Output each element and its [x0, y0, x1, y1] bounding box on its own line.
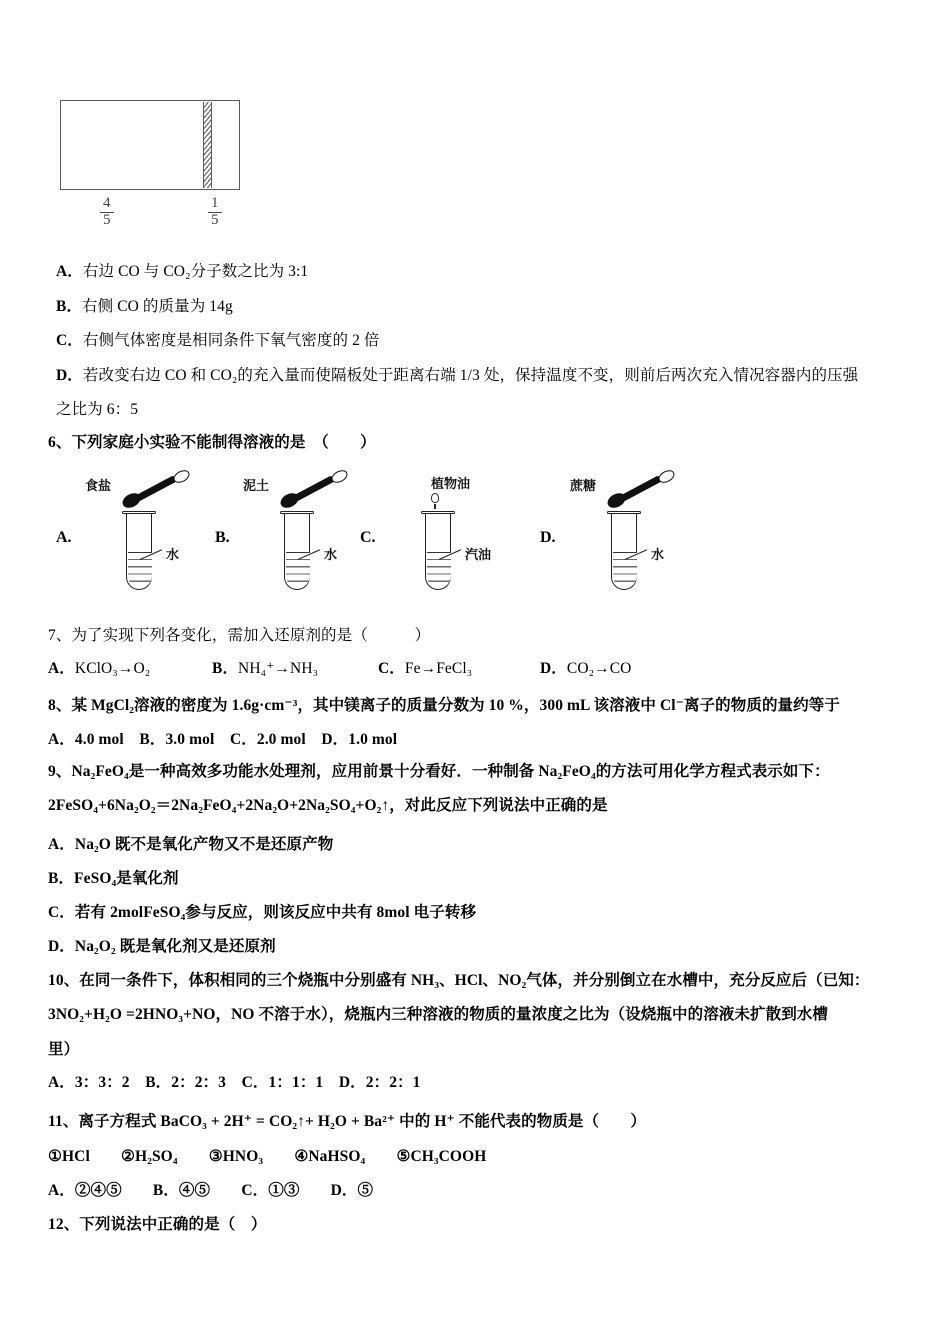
- q7-option-b-label: B．: [212, 660, 239, 677]
- q7-option-a-text: KClO₃→O₂: [74, 660, 151, 677]
- q9-option-d-label: D．: [48, 938, 75, 955]
- q7-option-c-text: Fe→FeCl₃: [404, 660, 473, 677]
- q9-stem-line1: 9、Na₂FeO₄是一种高效多功能水处理剂，应用前景十分看好．一种制备 Na₂FeO₄的方法可用化学方程式表示如下：: [48, 763, 830, 780]
- q10-stem-line2: 3NO₂+H₂O =2HNO₃+NO，NO 不溶于水），烧瓶内三种溶液的物质的量浓度之比为（设烧瓶中的溶液未扩散到水槽: [48, 1006, 829, 1023]
- q10-stem-line3: 里）: [48, 1041, 80, 1058]
- q9-option-b: [48, 869, 179, 889]
- q7-option-d-text: CO₂→CO: [566, 660, 632, 677]
- q6-c-liquid-label: 汽油: [465, 547, 492, 562]
- fraction-right-numerator: 1: [211, 195, 219, 211]
- q7-option-c-label: C．: [378, 660, 405, 677]
- q9-option-c: [48, 903, 476, 923]
- q5-option-c-label: C．: [56, 332, 83, 349]
- q6-c-substance-label: 植物油: [431, 476, 471, 491]
- q7-option-d: [540, 659, 631, 679]
- q9-option-c-label: C．: [48, 904, 75, 921]
- q6-b-substance-label: 泥土: [243, 478, 270, 493]
- q5-option-a: [56, 262, 308, 282]
- q7-stem: 7、为了实现下列各变化，需加入还原剂的是（ ）: [48, 627, 431, 644]
- q5-option-b: [56, 297, 233, 317]
- q11-items: ①HCl ②H₂SO₄ ③HNO₃ ④NaHSO₄ ⑤CH₃COOH: [48, 1148, 487, 1165]
- q6-d-substance-label: 蔗糖: [570, 478, 597, 493]
- q5-option-a-text: 右边 CO 与 CO₂分子数之比为 3:1: [82, 263, 309, 280]
- q9-stem-line2: 2FeSO₄+6Na₂O₂＝2Na₂FeO₄+2Na₂O+2Na₂SO₄+O₂↑，对此反应下列说法中正确的是: [48, 797, 608, 814]
- q9-option-b-text: FeSO₄是氧化剂: [74, 870, 179, 887]
- q6-choice-d-letter: D.: [540, 529, 556, 546]
- q5-option-d: [56, 366, 858, 386]
- q9-option-d: [48, 937, 276, 957]
- q7-option-b-text: NH₄⁺→NH₃: [238, 660, 319, 677]
- q9-option-a-label: A．: [48, 836, 75, 853]
- q7-option-a: [48, 659, 150, 679]
- fraction-right: [208, 196, 222, 229]
- q6-stem: 6、下列家庭小实验不能制得溶液的是 （ ）: [48, 434, 376, 451]
- q5-option-b-label: B．: [56, 298, 83, 315]
- q9-option-a: [48, 835, 333, 855]
- q6-apparatus-c: [385, 470, 535, 590]
- q9-option-b-label: B．: [48, 870, 75, 887]
- q6-d-liquid-label: 水: [651, 547, 665, 562]
- test-tube: [284, 514, 310, 590]
- partition-hatched: [203, 102, 212, 188]
- q7-option-c: [378, 659, 472, 679]
- q6-choice-b-letter: B.: [215, 529, 230, 546]
- fraction-left-numerator: 4: [103, 195, 111, 211]
- q5-option-c-text: 右侧气体密度是相同条件下氧气密度的 2 倍: [82, 332, 380, 349]
- q5-option-c: [56, 331, 380, 351]
- fraction-right-denominator: 5: [208, 212, 222, 229]
- q12-stem: 12、下列说法中正确的是（ ）: [48, 1216, 267, 1233]
- test-tube: [611, 514, 637, 590]
- q5-option-b-text: 右侧 CO 的质量为 14g: [82, 298, 233, 315]
- q5-option-d-text: 若改变右边 CO 和 CO₂的充入量而使隔板处于距离右端 1/3 处，保持温度不变，则前后两次充入情况容器内的压强: [82, 367, 859, 384]
- q5-option-d-continuation: 之比为 6：5: [56, 401, 139, 418]
- dropper-tip-icon: [434, 504, 436, 509]
- q9-option-a-text: Na₂O 既不是氧化产物又不是还原产物: [74, 836, 334, 853]
- q7-option-b: [212, 659, 318, 679]
- q8-stem: 8、某 MgCl₂溶液的密度为 1.6g·cm⁻³，其中镁离子的质量分数为 10 %，300 mL 该溶液中 Cl⁻离子的物质的量约等于: [48, 697, 840, 714]
- fraction-left: [100, 196, 114, 229]
- q10-stem-line1: 10、在同一条件下，体积相同的三个烧瓶中分别盛有 NH₃、HCl、NO₂气体，并分别倒立在水槽中，充分反应后（已知：: [48, 972, 870, 989]
- test-tube: [126, 514, 152, 590]
- test-tube: [425, 514, 451, 590]
- q9-option-d-text: Na₂O₂ 既是氧化剂又是还原剂: [74, 938, 276, 955]
- q6-b-liquid-label: 水: [324, 547, 338, 562]
- gas-container-figure: [60, 100, 240, 190]
- q6-choice-c-letter: C.: [360, 529, 376, 546]
- fraction-left-denominator: 5: [100, 212, 114, 229]
- q6-a-liquid-label: 水: [166, 547, 180, 562]
- q5-option-a-label: A．: [56, 263, 83, 280]
- q7-option-a-label: A．: [48, 660, 75, 677]
- q10-options: A．3：3：2 B．2：2：3 C．1：1：1 D．2：2：1: [48, 1074, 421, 1091]
- q11-options: A．②④⑤ B．④⑤ C．①③ D．⑤: [48, 1182, 374, 1199]
- q5-option-d-label: D．: [56, 367, 83, 384]
- q11-stem: 11、离子方程式 BaCO₃ + 2H⁺ = CO₂↑+ H₂O + Ba²⁺ 中的 H⁺ 不能代表的物质是（ ）: [48, 1113, 646, 1130]
- q6-apparatus-a: [80, 470, 230, 590]
- dropper-icon: [431, 493, 439, 503]
- container-outline: [60, 100, 240, 190]
- q6-a-substance-label: 食盐: [85, 478, 112, 493]
- q7-option-d-label: D．: [540, 660, 567, 677]
- q9-option-c-text: 若有 2molFeSO₄参与反应，则该反应中共有 8mol 电子转移: [74, 904, 477, 921]
- q8-options: A．4.0 mol B．3.0 mol C．2.0 mol D．1.0 mol: [48, 731, 398, 748]
- q6-apparatus-d: [565, 470, 715, 590]
- q6-choice-a-letter: A.: [56, 529, 72, 546]
